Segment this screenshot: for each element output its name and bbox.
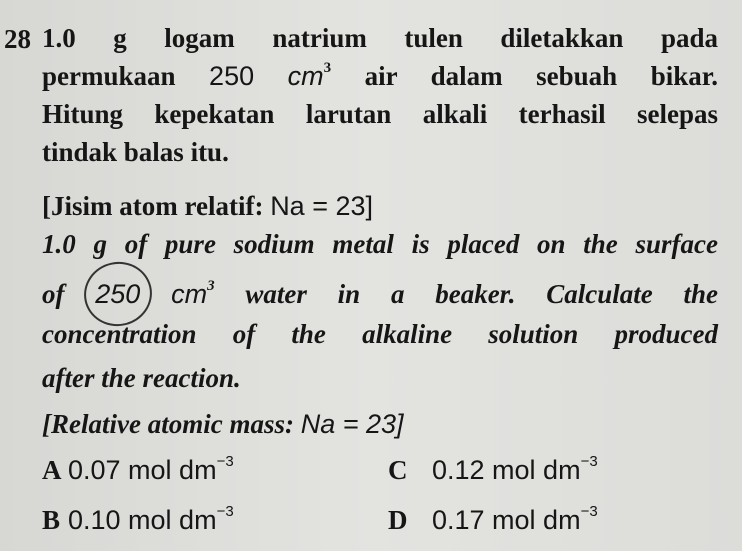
option-c-letter: C: [388, 455, 408, 485]
english-volume-unit: cm: [171, 279, 208, 309]
english-volume-value: 250: [95, 279, 141, 309]
malay-volume-unit: cm: [287, 61, 324, 91]
malay-line-4: tindak balas itu.: [42, 137, 229, 167]
option-d-exponent: −3: [580, 503, 598, 520]
option-a-value: 0.07 mol dm: [68, 455, 217, 485]
malay-line-2-pre: permukaan: [42, 61, 210, 91]
option-b[interactable]: [42, 504, 234, 536]
option-b-letter: B: [42, 505, 61, 535]
option-c-value: 0.12 mol dm: [432, 455, 581, 485]
malay-line-2-post: air dalam sebuah bikar.: [331, 61, 719, 91]
english-line-5: [42, 408, 718, 440]
question-number: 28: [4, 24, 31, 54]
option-a-exponent: −3: [216, 453, 234, 470]
english-relative-mass-value: Na = 23]: [300, 409, 404, 439]
malay-relative-mass-value: Na = 23]: [270, 191, 374, 221]
malay-line-1: 1.0 g logam natrium tulen diletakkan pada: [42, 23, 718, 53]
malay-relative-mass-label: [Jisim atom relatif:: [42, 191, 271, 221]
english-line-4: after the reaction.: [42, 363, 241, 393]
option-d-value: 0.17 mol dm: [432, 505, 581, 535]
english-relative-mass-label: [Relative atomic mass:: [42, 409, 301, 439]
option-c[interactable]: [388, 454, 598, 486]
english-volume-exponent: 3: [207, 278, 215, 294]
option-b-exponent: −3: [216, 503, 234, 520]
option-c-exponent: −3: [580, 453, 598, 470]
malay-line-5: [42, 190, 718, 222]
english-line-3: concentration of the alkaline solution produced: [42, 319, 718, 349]
option-b-value: 0.10 mol dm: [68, 505, 217, 535]
option-a[interactable]: [42, 454, 234, 486]
option-a-letter: A: [42, 455, 62, 485]
malay-line-3: Hitung kepekatan larutan alkali terhasil selepas: [42, 99, 718, 129]
english-line-1: 1.0 g of pure sodium metal is placed on the surface: [42, 229, 718, 259]
option-d-letter: D: [388, 505, 408, 535]
malay-line-2: [42, 60, 718, 92]
english-line-2-post: water in a beaker. Calculate the: [214, 279, 718, 309]
option-d[interactable]: [388, 504, 598, 536]
malay-volume-value: 250: [209, 61, 255, 91]
english-line-2-pre: of: [42, 279, 96, 309]
malay-volume-exponent: 3: [323, 60, 332, 76]
